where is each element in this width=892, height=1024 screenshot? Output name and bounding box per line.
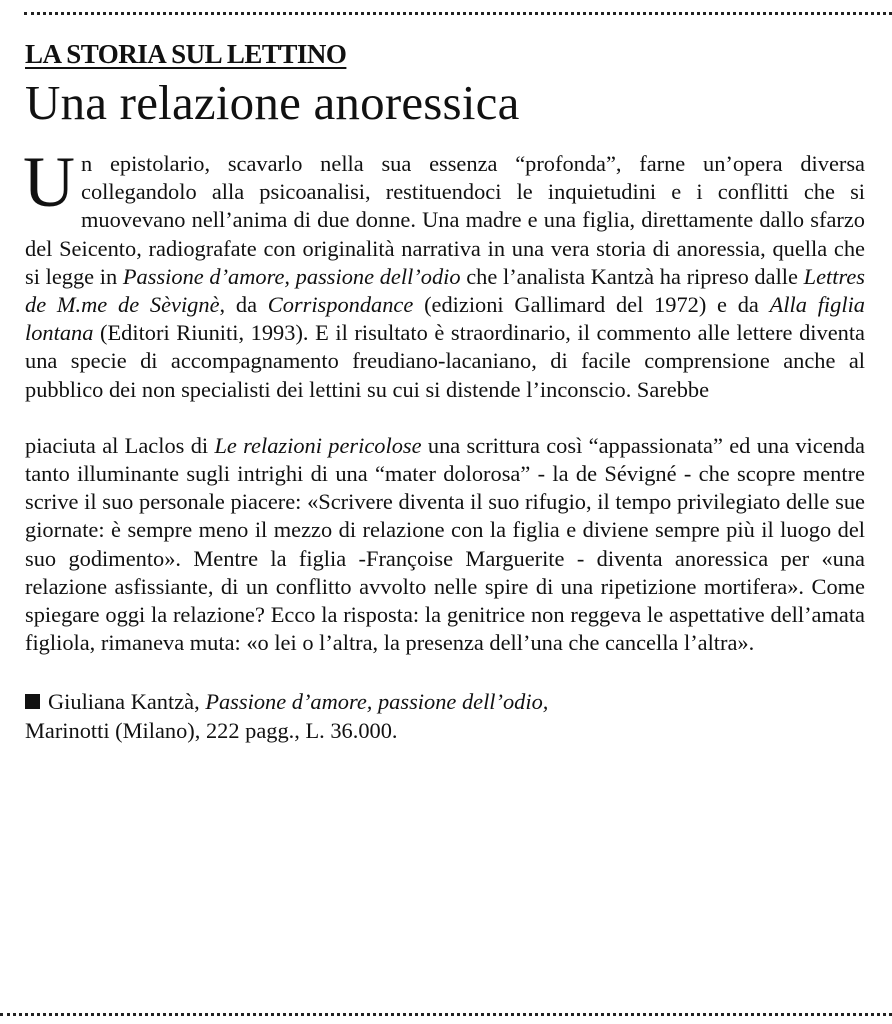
article-body <box>23 142 865 657</box>
text-run: piaciuta al Laclos di <box>25 432 215 458</box>
credit-line-1 <box>25 687 865 716</box>
text-run: (Editori Riuniti, 1993). E il risultato è straordinario, il commento alle lettere diventa una specie di accompagnamento freudiano-lacaniano, di facile comprensione anche al pubblico dei non specialisti dei lettini su cui si distende l’inconscio. Sarebbe <box>25 320 865 402</box>
book-title: Corrispondance <box>267 292 414 318</box>
text-run: una scrittura così “appassionata” ed una vicenda tanto illuminante sugli intrighi di una “mater dolorosa” - la de Sévigné - che scopre mentre scrive il suo personale piacere: «Scrivere diventa il suo rifugio, il tempo privilegiato delle sue giornate: è sempre meno il mezzo di relazione con la figlia e diviene sempre più il luogo del suo godimento». Mentre la figlia -Françoise Marguerite - diventa anoressica per «una relazione asfissiante, di un conflitto avvolto nelle spire di una ripetizione mortifera». Come spiegare oggi la relazione? Ecco la risposta: la genitrice non reggeva le aspettative dell’amata figliola, rimaneva muta: «o lei o l’altra, la presenza dell’una che cancella l’altra». <box>25 432 865 656</box>
book-title: Alla figlia lontana <box>25 292 865 346</box>
bottom-dotted-rule <box>0 1013 892 1016</box>
text-run: , da <box>219 292 268 318</box>
drop-cap: U <box>23 142 75 222</box>
book-title: Le relazioni pericolose <box>214 432 422 458</box>
square-bullet-icon <box>25 694 40 709</box>
article <box>25 36 865 745</box>
paragraph-2 <box>25 432 865 658</box>
headline: Una relazione anoressica <box>25 75 520 130</box>
section-label: LA STORIA SUL LETTINO <box>25 39 347 69</box>
top-dotted-rule <box>24 12 892 15</box>
text-run: che l’analista Kantzà ha ripreso dalle <box>460 263 804 289</box>
paragraph-1 <box>23 142 865 404</box>
book-title: Passione d’amore, passione dell’odio <box>122 263 461 289</box>
credit-title: Passione d’amore, passione dell’odio, <box>205 689 549 715</box>
credit-author: Giuliana Kantzà, <box>48 689 200 715</box>
book-title: Lettres de M.me de Sèvignè <box>25 263 865 318</box>
credit-details: Marinotti (Milano), 222 pagg., L. 36.000. <box>25 718 398 744</box>
text-run: n epistolario, scavarlo nella sua essenza “profonda”, farne un’opera diversa collegandolo alla psicoanalisi, restituendoci le inquietudini e i conflitti che si muovevano nell’anima di due donne. Una madre e una figlia, direttamente dallo sfarzo del Seicento, radiografate con originalità narrativa in una vera storia di anoressia, quella che si legge in <box>25 151 865 289</box>
text-run: (edizioni Gallimard del 1972) e da <box>413 292 770 318</box>
book-credit <box>25 687 865 745</box>
